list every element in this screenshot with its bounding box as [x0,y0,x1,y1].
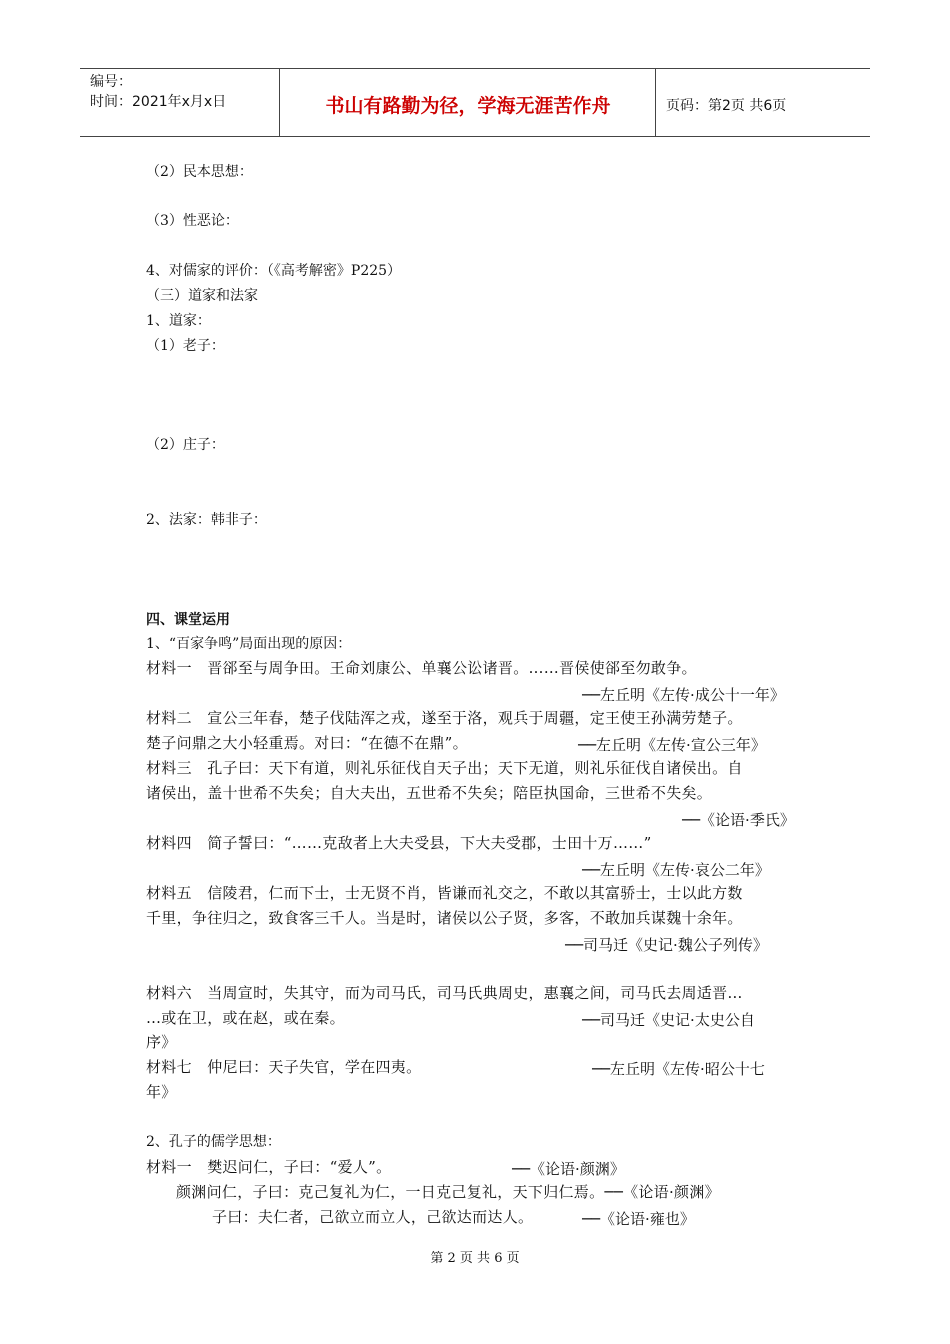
time-label: 时间：2021年x月x日 [90,94,227,110]
material-source: 序》 [146,1033,177,1051]
header-page-label: 页码：第2页 共6页 [666,97,787,114]
material-source: 年》 [146,1083,177,1101]
header-motto: 书山有路勤为径，学海无涯苦作舟 [281,69,656,136]
header-meta [80,69,280,136]
outline-line: （2）庄子： [146,437,225,453]
material-source: ──司马迁《史记·魏公子列传》 [565,936,768,954]
material-line: 材料一 樊迟问仁，子曰：“爱人”。 [146,1158,392,1176]
question-heading: 1、“百家争鸣”局面出现的原因： [146,636,352,652]
material-line: 子曰：夫仁者，己欲立而立人，己欲达而达人。 [212,1208,534,1226]
material-source: ──《论语·颜渊》 [512,1160,625,1178]
material-source: ──左丘明《左传·宣公三年》 [578,736,766,754]
outline-line: （2）民本思想： [146,164,253,180]
material-line: 材料六 当周宣时，失其守，而为司马氏，司马氏典周史，惠襄之间，司马氏去周适晋… [146,984,743,1002]
material-source: ──左丘明《左传·昭公十七 [592,1060,765,1078]
outline-line: 1、道家： [146,313,211,329]
material-line: 材料七 仲尼曰：天子失官，学在四夷。 [146,1058,422,1076]
question-heading: 2、孔子的儒学思想： [146,1134,281,1150]
outline-line: （三）道家和法家 [146,288,258,304]
number-label: 编号： [90,74,132,90]
material-line: 材料四 简子誓曰：“……克敌者上大夫受县，下大夫受郡，士田十万……” [146,834,652,852]
outline-line: （3）性恶论： [146,213,239,229]
material-line: 材料一 晋郤至与周争田。王命刘康公、单襄公讼诸晋。……晋侯使郤至勿敢争。 [146,659,697,677]
material-line: 材料五 信陵君，仁而下士，士无贤不肖，皆谦而礼交之，不敢以其富骄士，士以此方数 [146,884,743,902]
material-line: 材料二 宣公三年春，楚子伐陆浑之戎，遂至于洛，观兵于周疆，定王使王孙满劳楚子。 [146,709,743,727]
material-source: ──《论语·季氏》 [682,811,795,829]
outline-line: 4、对儒家的评价：（《高考解密》P225） [146,263,402,279]
material-source: ──左丘明《左传·成公十一年》 [582,686,785,704]
page-footer: 第 2 页 共 6 页 [430,1251,520,1266]
outline-line: （1）老子： [146,338,225,354]
material-source: ──《论语·雍也》 [582,1210,695,1228]
material-line: …或在卫，或在赵，或在秦。 [146,1009,345,1027]
material-line: 千里，争往归之，致食客三千人。当是时，诸侯以公子贤，多客，不敢加兵谋魏十余年。 [146,909,743,927]
material-source: ──司马迁《史记·太史公自 [582,1011,755,1029]
outline-line: 2、法家：韩非子： [146,512,267,528]
material-line: 材料三 孔子曰：天下有道，则礼乐征伐自天子出；天下无道，则礼乐征伐自诸侯出。自 [146,759,743,777]
material-line: 楚子问鼎之大小轻重焉。对曰：“在德不在鼎”。 [146,734,468,752]
material-line: 诸侯出，盖十世希不失矣；自大夫出，五世希不失矣；陪臣执国命，三世希不失矣。 [146,784,713,802]
section-title: 四、课堂运用 [146,612,230,628]
material-source: ──左丘明《左传·哀公二年》 [582,861,770,879]
material-line: 颜渊问仁，子曰：克己复礼为仁，一日克己复礼，天下归仁焉。──《论语·颜渊》 [176,1183,720,1201]
page-header [80,68,870,137]
